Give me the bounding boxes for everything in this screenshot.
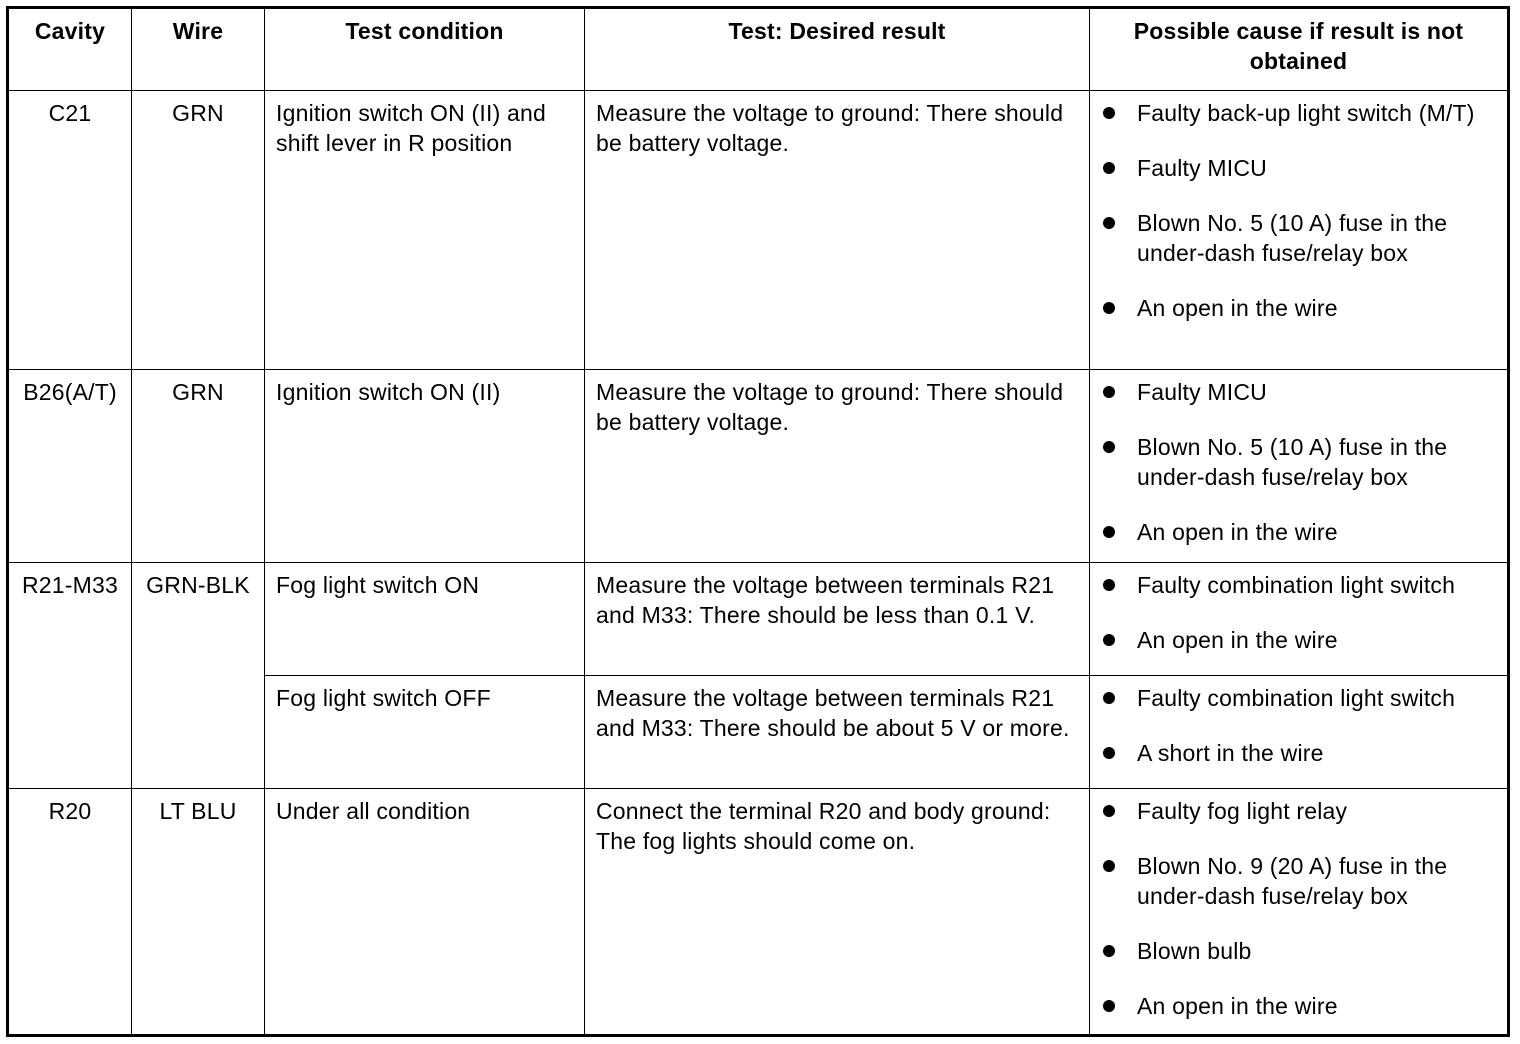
bullet-icon: [1103, 692, 1115, 704]
cause-text: An open in the wire: [1137, 627, 1338, 653]
possible-cause-cell: [1090, 563, 1509, 676]
list-item: [1101, 936, 1496, 966]
desired-result-cell: Measure the voltage between terminals R21 and M33: There should be about 5 V or more.: [585, 676, 1090, 789]
header-wire: Wire: [132, 8, 265, 91]
bullet-icon: [1103, 441, 1115, 453]
list-item: [1101, 796, 1496, 826]
cause-text: Blown No. 5 (10 A) fuse in the under-dash fuse/relay box: [1137, 210, 1448, 266]
cause-text: An open in the wire: [1137, 993, 1338, 1019]
cause-list: [1101, 570, 1496, 655]
cause-list: [1101, 98, 1496, 323]
list-item: [1101, 208, 1496, 268]
list-item: [1101, 98, 1496, 128]
desired-result-cell: Connect the terminal R20 and body ground: The fog lights should come on.: [585, 789, 1090, 1036]
cause-list: [1101, 796, 1496, 1021]
possible-cause-cell: [1090, 676, 1509, 789]
cause-text: An open in the wire: [1137, 519, 1338, 545]
bullet-icon: [1103, 217, 1115, 229]
cavity-cell: C21: [8, 91, 132, 370]
wire-cell: GRN: [132, 91, 265, 370]
table-header-row: [8, 8, 1509, 91]
troubleshooting-table: [6, 6, 1510, 1037]
bullet-icon: [1103, 747, 1115, 759]
bullet-icon: [1103, 805, 1115, 817]
list-item: [1101, 377, 1496, 407]
cause-list: [1101, 683, 1496, 768]
bullet-icon: [1103, 386, 1115, 398]
list-item: [1101, 683, 1496, 713]
table-row-c21: [8, 91, 1509, 370]
bullet-icon: [1103, 860, 1115, 872]
cause-text: Faulty MICU: [1137, 155, 1267, 181]
table-row-r21-m33-on: [8, 563, 1509, 676]
desired-result-cell: Measure the voltage to ground: There should be battery voltage.: [585, 91, 1090, 370]
bullet-icon: [1103, 1000, 1115, 1012]
cause-text: Faulty MICU: [1137, 379, 1267, 405]
list-item: [1101, 517, 1496, 547]
desired-result-cell: Measure the voltage between terminals R21 and M33: There should be less than 0.1 V.: [585, 563, 1090, 676]
wire-cell: GRN: [132, 370, 265, 563]
possible-cause-cell: [1090, 789, 1509, 1036]
cause-text: An open in the wire: [1137, 295, 1338, 321]
test-condition-cell: Ignition switch ON (II) and shift lever in R position: [265, 91, 585, 370]
list-item: [1101, 153, 1496, 183]
bullet-icon: [1103, 526, 1115, 538]
cause-list: [1101, 377, 1496, 547]
wire-cell: GRN-BLK: [132, 563, 265, 789]
list-item: [1101, 293, 1496, 323]
test-condition-cell: Ignition switch ON (II): [265, 370, 585, 563]
bullet-icon: [1103, 302, 1115, 314]
bullet-icon: [1103, 945, 1115, 957]
test-condition-cell: Fog light switch OFF: [265, 676, 585, 789]
possible-cause-cell: [1090, 91, 1509, 370]
bullet-icon: [1103, 634, 1115, 646]
header-desired-result: Test: Desired result: [585, 8, 1090, 91]
cause-text: Faulty fog light relay: [1137, 798, 1348, 824]
cause-text: A short in the wire: [1137, 740, 1324, 766]
list-item: [1101, 432, 1496, 492]
bullet-icon: [1103, 107, 1115, 119]
header-possible-cause: Possible cause if result is not obtained: [1090, 8, 1509, 91]
list-item: [1101, 625, 1496, 655]
cause-text: Blown No. 9 (20 A) fuse in the under-dash fuse/relay box: [1137, 853, 1448, 909]
list-item: [1101, 570, 1496, 600]
cavity-cell: R20: [8, 789, 132, 1036]
bullet-icon: [1103, 579, 1115, 591]
header-test-condition: Test condition: [265, 8, 585, 91]
cause-text: Blown bulb: [1137, 938, 1252, 964]
bullet-icon: [1103, 162, 1115, 174]
list-item: [1101, 991, 1496, 1021]
table-row-r20: [8, 789, 1509, 1036]
table-row-b26: [8, 370, 1509, 563]
list-item: [1101, 851, 1496, 911]
cause-text: Blown No. 5 (10 A) fuse in the under-dash fuse/relay box: [1137, 434, 1448, 490]
cavity-cell: B26(A/T): [8, 370, 132, 563]
desired-result-cell: Measure the voltage to ground: There should be battery voltage.: [585, 370, 1090, 563]
possible-cause-cell: [1090, 370, 1509, 563]
test-condition-cell: Under all condition: [265, 789, 585, 1036]
header-cavity: Cavity: [8, 8, 132, 91]
cause-text: Faulty combination light switch: [1137, 572, 1456, 598]
cause-text: Faulty combination light switch: [1137, 685, 1456, 711]
cause-text: Faulty back-up light switch (M/T): [1137, 100, 1475, 126]
test-condition-cell: Fog light switch ON: [265, 563, 585, 676]
list-item: [1101, 738, 1496, 768]
wire-cell: LT BLU: [132, 789, 265, 1036]
cavity-cell: R21-M33: [8, 563, 132, 789]
